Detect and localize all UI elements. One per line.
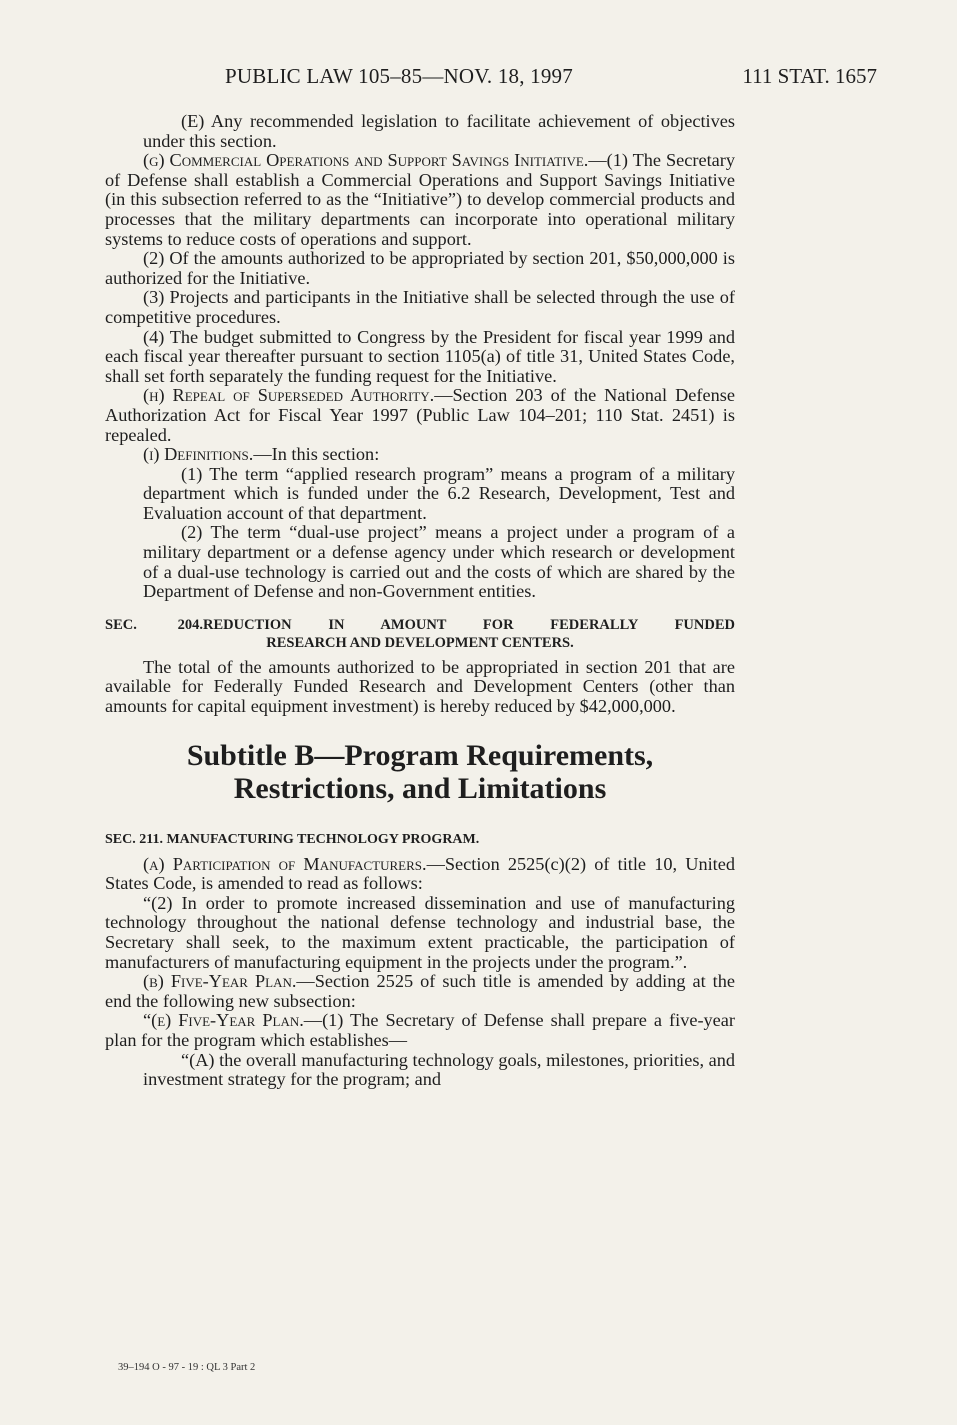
- subsection-heading-e: “(e) Five-Year Plan.: [143, 1010, 304, 1031]
- section-204-number: SEC. 204.: [105, 616, 203, 633]
- paragraph-i: [105, 445, 735, 465]
- subsection-heading-a: (a) Participation of Manufacturers.: [143, 853, 427, 874]
- paragraph-g4: (4) The budget submitted to Congress by the President for fiscal year 1999 and each fiscal year thereafter pursuant to section 1105(a) of title 31, United States Code, shall set forth separately the funding request for the Initiative.: [105, 326, 735, 386]
- print-code-footer: 39–194 O - 97 - 19 : QL 3 Part 2: [118, 1362, 256, 1373]
- section-204-title-line1: REDUCTION IN AMOUNT FOR FEDERALLY FUNDED: [203, 616, 735, 633]
- section-211-a: [105, 855, 735, 894]
- section-211-b: [105, 972, 735, 1011]
- section-211-a-quote: “(2) In order to promote increased dissemination and use of manufacturing technology throughout the national defense technology and industrial base, the Secretary shall seek, to the maximum extent practicable, the participation of manufacturers of manufacturing equipment in the projects under the program.”.: [105, 892, 735, 972]
- section-211-e-text: —(1) The Secretary of Defense shall prepare a five-year plan for the program which establishes—: [105, 1010, 735, 1050]
- section-211-e: [105, 1011, 735, 1050]
- public-law-citation: PUBLIC LAW 105–85—NOV. 18, 1997: [225, 64, 573, 88]
- statute-page-number: 111 STAT. 1657: [742, 64, 877, 88]
- page-header: [225, 64, 877, 94]
- paragraph-E: (E) Any recommended legislation to facilitate achievement of objectives under this section.: [143, 111, 735, 151]
- subsection-heading-i: (i) Definitions.: [143, 444, 254, 465]
- section-204-heading: [105, 616, 735, 652]
- subsection-heading-b: (b) Five-Year Plan.: [143, 971, 297, 992]
- subtitle-heading: [105, 739, 735, 805]
- section-211-heading: SEC. 211. MANUFACTURING TECHNOLOGY PROGRAM.: [105, 831, 480, 847]
- paragraph-h-text: —Section 203 of the National Defense Authorization Act for Fiscal Year 1997 (Public Law 104–201; 110 Stat. 2451) is repealed.: [105, 385, 735, 445]
- paragraph-g1-text: —(1) The Secretary of Defense shall establish a Commercial Operations and Support Savings Initiative (in this subsection referred to as the “Initiative”) to develop commercial products and processes that the military departments can incorporate into operational military systems to reduce costs of operations and support.: [105, 150, 735, 249]
- document-body: [105, 112, 735, 1090]
- subtitle-line1: Subtitle B—Program Requirements,: [186, 738, 654, 772]
- definition-2: (2) The term “dual-use project” means a project under a program of a military department or a defense agency under which research or development of a dual-use technology is carried out and the costs of which are shared by the Department of Defense and non-Government entities.: [143, 522, 735, 602]
- definition-1: (1) The term “applied research program” means a program of a military department which is funded under the 6.2 Research, Development, Test and Evaluation account of that department.: [143, 463, 735, 523]
- section-211-b-text: —Section 2525 of such title is amended by adding at the end the following new subsection:: [105, 971, 735, 1011]
- paragraph-h: [105, 386, 735, 445]
- section-204-text: The total of the amounts authorized to be appropriated in section 201 that are available for Federally Funded Research and Development Centers (other than amounts for capital equipment investment) is hereby reduced by $42,000,000.: [105, 656, 735, 717]
- paragraph-g1: [105, 151, 735, 249]
- section-211-a-text: —Section 2525(c)(2) of title 10, United States Code, is amended to read as follows:: [105, 853, 735, 894]
- paragraph-g3: (3) Projects and participants in the Initiative shall be selected through the use of competitive procedures.: [105, 287, 735, 327]
- subsection-heading-g: (g) Commercial Operations and Support Savings Initiative.: [143, 150, 589, 171]
- paragraph-g2: (2) Of the amounts authorized to be appropriated by section 201, $50,000,000 is authorized for the Initiative.: [105, 248, 735, 288]
- paragraph-i-text: —In this section:: [253, 444, 380, 465]
- subtitle-line2: Restrictions, and Limitations: [233, 771, 607, 805]
- section-204-title-line2: RESEARCH AND DEVELOPMENT CENTERS.: [266, 634, 574, 651]
- section-211-e-A: “(A) the overall manufacturing technology goals, milestones, priorities, and investment strategy for the program; and: [143, 1049, 735, 1090]
- subsection-heading-h: (h) Repeal of Superseded Authority.: [143, 385, 435, 406]
